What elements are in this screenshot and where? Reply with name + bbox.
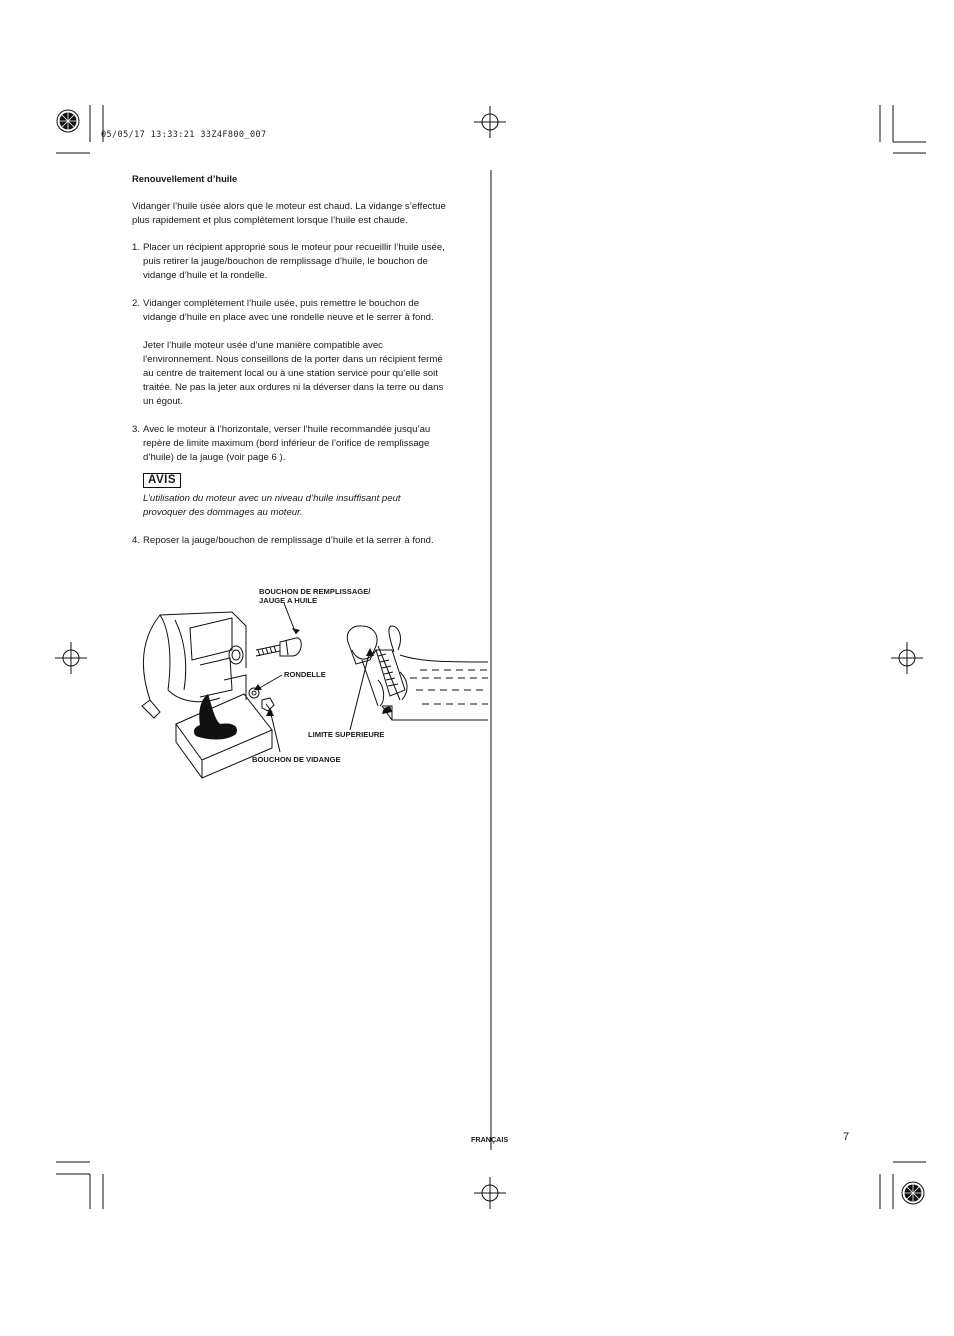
- disposal-line: traitée. Ne pas la jeter aux ordures ni la déverser dans la terre ou dans: [143, 381, 444, 393]
- label-drain-plug: BOUCHON DE VIDANGE: [252, 755, 341, 764]
- step-line: Vidanger complètement l’huile usée, puis remettre le bouchon de: [143, 298, 420, 309]
- label-upper-limit: LIMITE SUPERIEURE: [308, 730, 385, 739]
- intro-line: plus rapidement et plus complètement lorsque l’huile est chaude.: [132, 214, 408, 226]
- step-line: Placer un récipient approprié sous le moteur pour recueillir l’huile usée,: [143, 242, 445, 253]
- step-number: 4.: [132, 535, 141, 546]
- label-filler-cap-line: JAUGE A HUILE: [259, 595, 318, 605]
- dipstick-detail-drawing: [347, 626, 488, 720]
- step-line: Avec le moteur à l’horizontale, verser l’huile recommandée jusqu’au: [143, 424, 431, 435]
- intro-line: Vidanger l’huile usée alors que le moteur est chaud. La vidange s’effectue: [132, 201, 446, 212]
- dipstick-drawing: [256, 638, 301, 656]
- disposal-line: Jeter l’huile moteur usée d’une manière compatible avec: [143, 340, 383, 351]
- step-line: vidange d’huile et la rondelle.: [143, 269, 268, 281]
- step-line: Reposer la jauge/bouchon de remplissage d’huile et la serrer à fond.: [143, 535, 434, 546]
- disposal-line: au centre de traitement local ou à une station service pour qu’elle soit: [143, 367, 438, 379]
- print-timestamp: 05/05/17 13:33:21 33Z4F800_007: [101, 130, 267, 140]
- oil-level-lines: [410, 670, 488, 704]
- disposal-line: un égout.: [143, 395, 184, 407]
- notice-line: provoquer des dommages au moteur.: [143, 506, 303, 518]
- step-number: 3.: [132, 424, 141, 435]
- label-filler-cap: [259, 588, 370, 605]
- page-number: 7: [843, 1131, 850, 1143]
- step-number: 1.: [132, 242, 141, 253]
- step-line: puis retirer la jauge/bouchon de remplissage d’huile, le bouchon de: [143, 255, 428, 267]
- label-filler-cap-line: BOUCHON DE REMPLISSAGE/: [259, 587, 371, 596]
- step-line: vidange d’huile en place avec une rondelle neuve et le serrer à fond.: [143, 311, 434, 323]
- footer-language: FRANÇAIS: [471, 1135, 509, 1144]
- step-line: repère de limite maximum (bord inférieur de l’orifice de remplissage: [143, 437, 430, 449]
- label-washer: RONDELLE: [284, 670, 326, 679]
- disposal-line: l’environnement. Nous conseillons de la porter dans un récipient fermé: [143, 353, 443, 365]
- avis-badge: AVIS: [143, 473, 181, 488]
- drain-plug-drawing: [249, 688, 274, 712]
- notice-line: L’utilisation du moteur avec un niveau d’huile insuffisant peut: [143, 493, 401, 504]
- section-title: Renouvellement d’huile: [132, 173, 238, 184]
- step-line: d’huile) de la jauge (voir page 6 ).: [143, 451, 286, 463]
- oil-pool: [194, 694, 237, 740]
- step-number: 2.: [132, 298, 141, 309]
- engine-drawing: [142, 612, 246, 718]
